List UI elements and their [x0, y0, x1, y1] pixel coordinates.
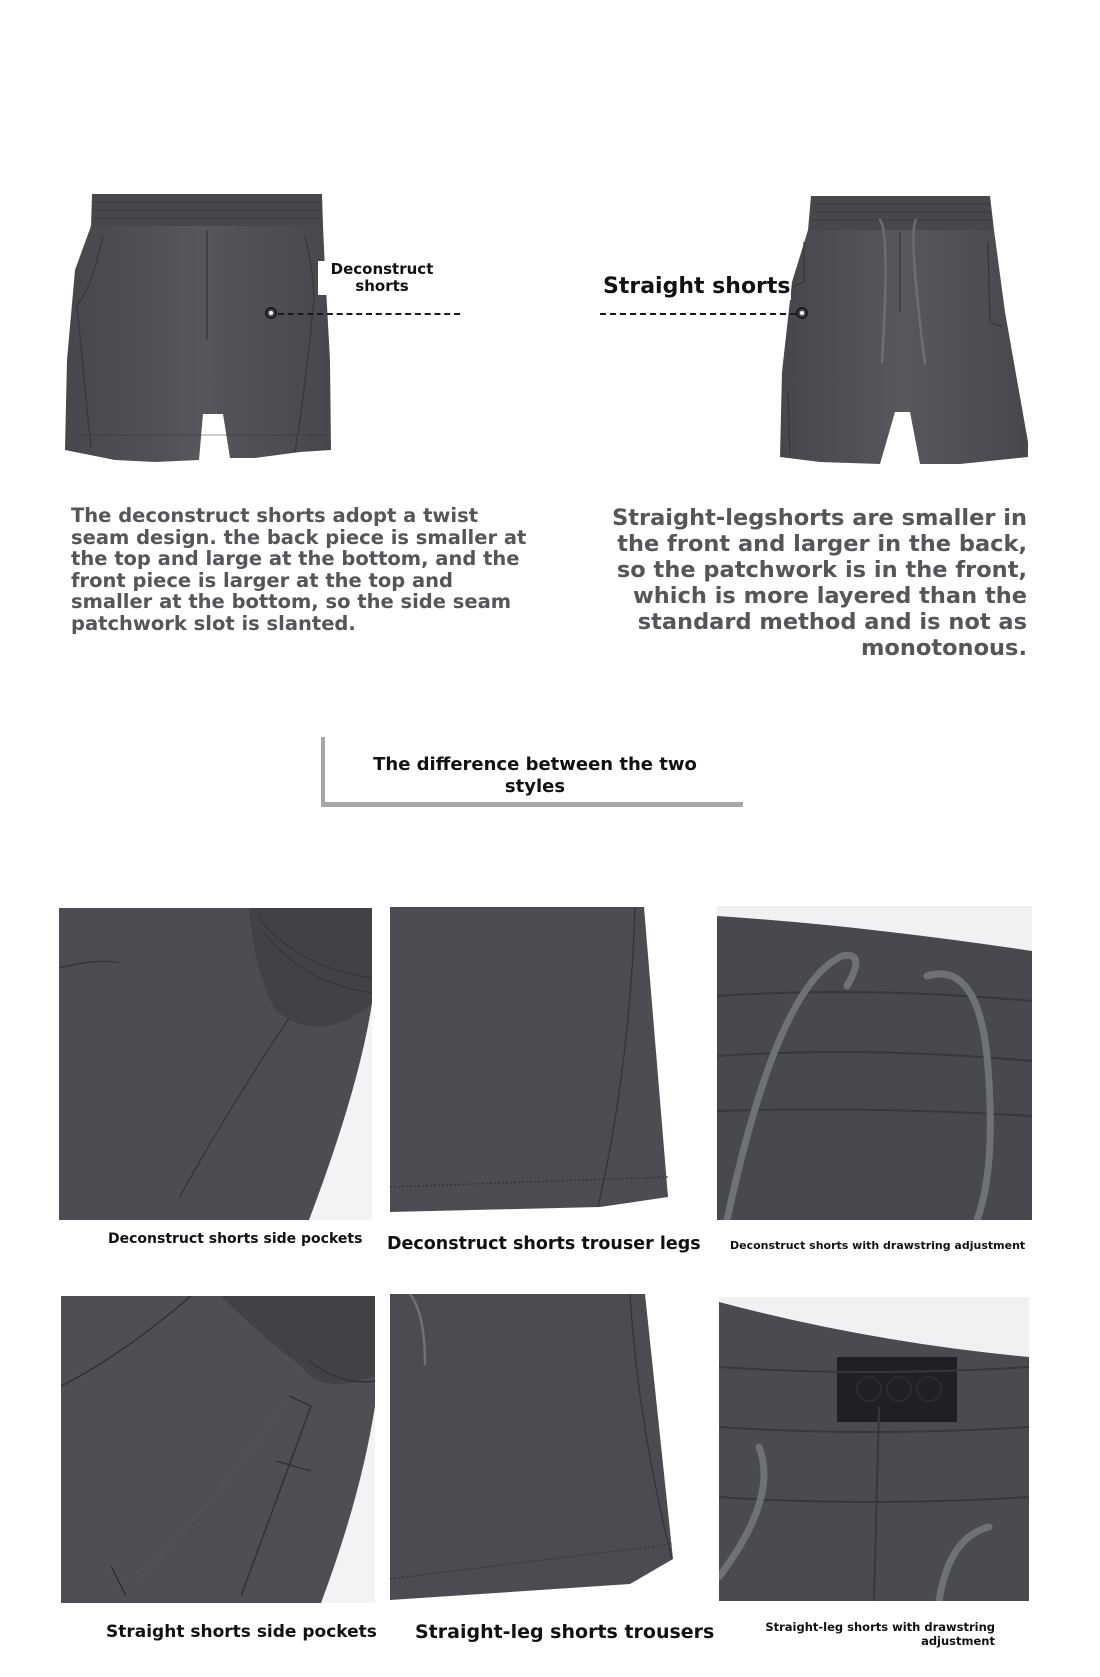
gallery-caption: Straight-leg shorts trousers — [415, 1621, 715, 1643]
gallery-caption: Deconstruct shorts side pockets — [108, 1231, 363, 1247]
gallery-caption: Straight shorts side pockets — [106, 1622, 377, 1642]
gallery-caption: Deconstruct shorts with drawstring adjustment — [730, 1239, 1026, 1252]
photo-trouser-leg-icon — [390, 907, 703, 1212]
gallery-photo-straight-drawstring — [719, 1297, 1029, 1601]
deconstruct-shorts-image — [55, 190, 335, 475]
deconstruct-shorts-label: Deconstruct shorts — [318, 261, 446, 295]
straight-shorts-image — [780, 192, 1032, 477]
photo-trouser-leg-icon — [390, 1294, 703, 1600]
section-title: The difference between the two styles — [373, 754, 697, 797]
gallery-caption: Straight-leg shorts with drawstring adjustment — [765, 1620, 995, 1648]
photo-side-pocket-icon — [59, 908, 372, 1220]
callout-marker-icon — [265, 307, 277, 319]
gallery-caption: Deconstruct shorts trouser legs — [387, 1234, 701, 1254]
callout-marker-icon — [796, 307, 808, 319]
gallery-photo-deconstruct-trouser-leg — [390, 907, 703, 1212]
photo-drawstring-icon — [719, 1297, 1029, 1601]
gallery-photo-deconstruct-side-pocket — [59, 908, 372, 1220]
gallery-photo-deconstruct-drawstring — [717, 906, 1032, 1220]
gallery-photo-straight-trouser-leg — [390, 1294, 703, 1600]
heading-bracket-bottom — [321, 802, 743, 807]
callout-dashed-line — [278, 313, 460, 315]
straight-shorts-label: Straight shorts — [603, 274, 791, 299]
deconstruct-shorts-description: The deconstruct shorts adopt a twist seam design. the back piece is smaller at the top and large at the bottom, and the front piece is larger at the top and smaller at the bottom, so the side seam patchwork slot is slanted. — [71, 504, 527, 635]
section-heading — [321, 737, 743, 807]
straight-shorts-description: Straight-legshorts are smaller in the front and larger in the back, so the patchwork is in the front, which is more layered than the standard method and is not as monotonous. — [612, 505, 1027, 661]
photo-side-pocket-icon — [61, 1296, 375, 1603]
photo-drawstring-icon — [717, 906, 1032, 1220]
callout-dashed-line — [600, 313, 796, 315]
gallery-photo-straight-side-pocket — [61, 1296, 375, 1603]
heading-bracket-left — [321, 737, 325, 807]
